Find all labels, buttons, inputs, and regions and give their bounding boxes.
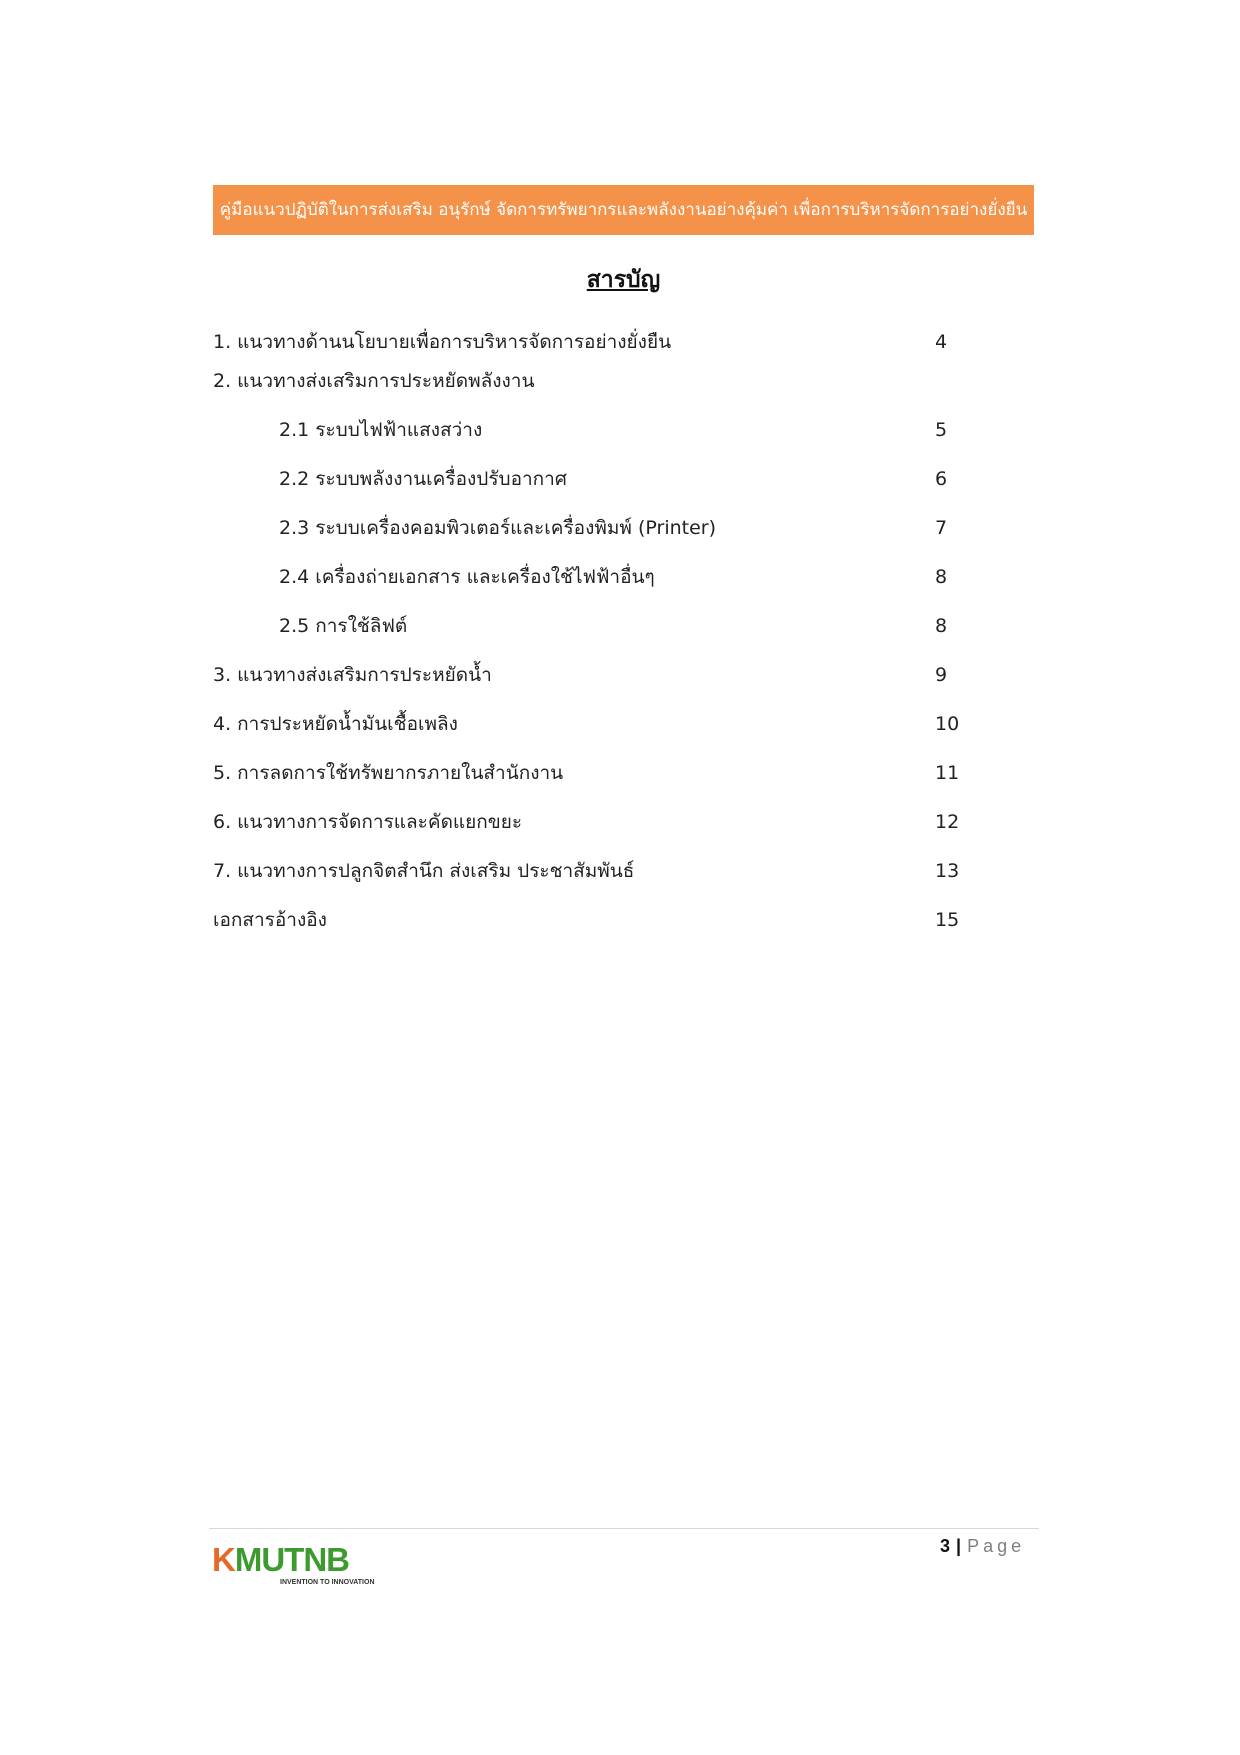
- toc-title: สารบัญ: [586, 267, 661, 293]
- toc-entry-label: 3. แนวทางส่งเสริมการประหยัดน้ำ: [213, 664, 492, 686]
- page-word: Page: [967, 1536, 1026, 1556]
- footer-divider: [209, 1528, 1039, 1529]
- logo-wordmark: [212, 1540, 349, 1580]
- toc-entry-page: 15: [935, 909, 960, 931]
- toc-entry-label: 2.5 การใช้ลิฟต์: [279, 615, 408, 637]
- toc-entry: [213, 659, 973, 691]
- toc-entry-label: เอกสารอ้างอิง: [213, 909, 327, 931]
- document-header-banner: [213, 185, 1034, 235]
- toc-entry: [213, 855, 973, 887]
- logo-letter-k: K: [212, 1541, 235, 1578]
- toc-entry-page: 9: [935, 664, 948, 686]
- toc-entry-label: 2.2 ระบบพลังงานเครื่องปรับอากาศ: [279, 468, 567, 490]
- toc-subentry: [213, 414, 973, 446]
- toc-subentry: [213, 610, 973, 642]
- document-header-title: คู่มือแนวปฏิบัติในการส่งเสริม อนุรักษ์ จัดการทรัพยากรและพลังงานอย่างคุ้มค่า เพื่อการบริหารจัดการอย่างยั่งยืน: [219, 200, 1028, 220]
- toc-entry-label: 2.3 ระบบเครื่องคอมพิวเตอร์และเครื่องพิมพ์ (Printer): [279, 517, 717, 539]
- page-number-value: 3: [940, 1536, 951, 1556]
- toc-entry-page: 6: [935, 468, 948, 490]
- toc-entry-page: 10: [935, 713, 960, 735]
- logo-tagline: INVENTION TO INNOVATION: [280, 1579, 375, 1586]
- toc-subentry: [213, 512, 973, 544]
- toc-entry-page: 7: [935, 517, 948, 539]
- toc-entry-page: 13: [935, 860, 960, 882]
- toc-entry: [213, 904, 973, 936]
- toc-entry: [213, 708, 973, 740]
- logo-letters-mutnb: MUTNB: [234, 1541, 349, 1578]
- toc-entry-label: 2. แนวทางส่งเสริมการประหยัดพลังงาน: [213, 370, 535, 392]
- toc-entry-label: 5. การลดการใช้ทรัพยากรภายในสำนักงาน: [213, 762, 564, 784]
- toc-entry-page: 8: [935, 615, 948, 637]
- page-number: [940, 1533, 1035, 1559]
- toc-entry-label: 2.4 เครื่องถ่ายเอกสาร และเครื่องใช้ไฟฟ้าอื่นๆ: [279, 566, 655, 588]
- toc-entry-page: 8: [935, 566, 948, 588]
- toc-entry-label: 1. แนวทางด้านนโยบายเพื่อการบริหารจัดการอย่างยั่งยืน: [213, 331, 672, 353]
- toc-entry-page: 12: [935, 811, 960, 833]
- toc-entry: [213, 757, 973, 789]
- toc-subentry: [213, 463, 973, 495]
- toc-entry-page: 11: [935, 762, 960, 784]
- toc-entry-label: 6. แนวทางการจัดการและคัดแยกขยะ: [213, 811, 523, 833]
- kmutnb-logo: [212, 1540, 382, 1590]
- toc-entry-page: 4: [935, 331, 948, 353]
- toc-entry-page: 5: [935, 419, 948, 441]
- toc-entry-label: 4. การประหยัดน้ำมันเชื้อเพลิง: [213, 713, 458, 735]
- toc-entry-label: 2.1 ระบบไฟฟ้าแสงสว่าง: [279, 419, 483, 441]
- page-number-separator: |: [956, 1536, 962, 1556]
- toc-entry: [213, 326, 973, 358]
- toc-subentry: [213, 561, 973, 593]
- toc-entry: [213, 806, 973, 838]
- toc-entry: [213, 365, 973, 397]
- toc-entry-label: 7. แนวทางการปลูกจิตสำนึก ส่งเสริม ประชาสัมพันธ์: [213, 860, 635, 882]
